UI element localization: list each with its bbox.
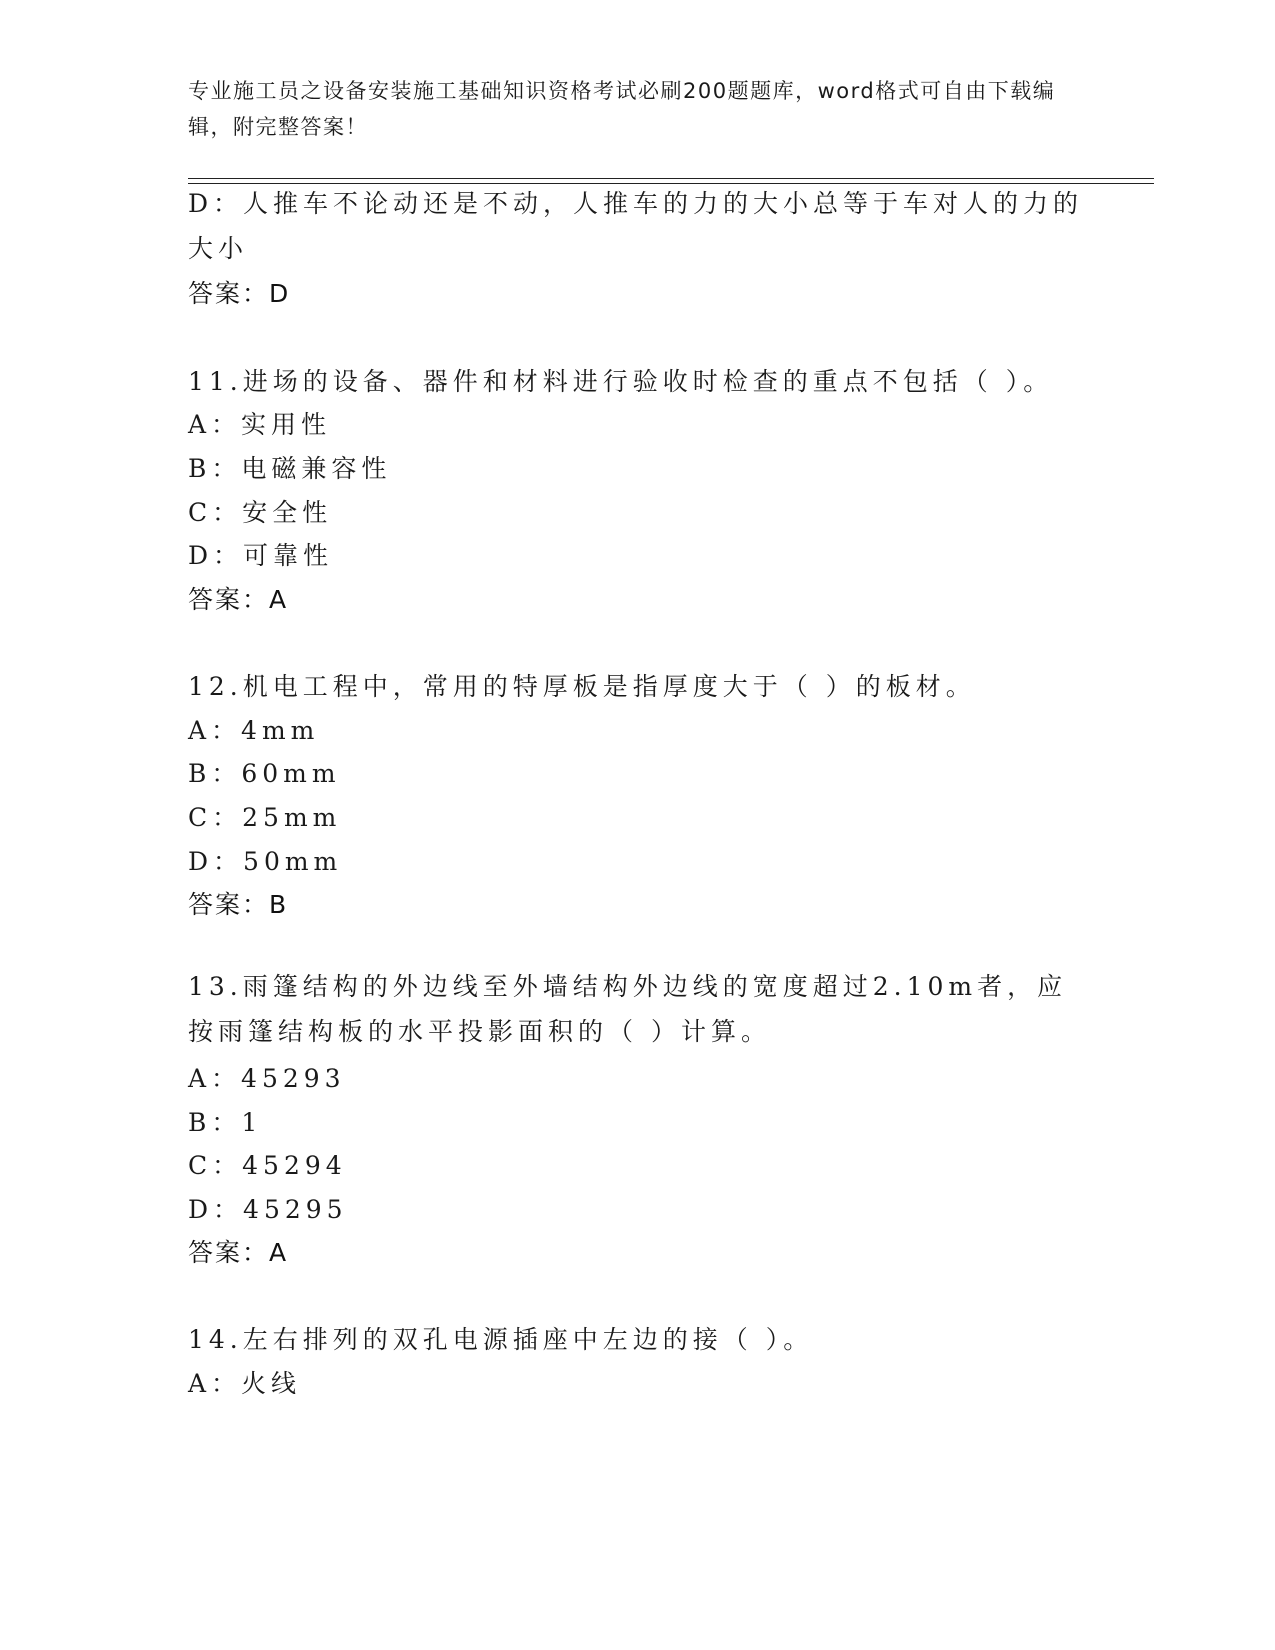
q11-option-b: B：电磁兼容性	[188, 454, 392, 483]
header-divider-top	[188, 178, 1154, 179]
q10-option-d: D：人推车不论动还是不动，人推车的力的大小总等于车对人的力的大小	[188, 189, 1084, 263]
q12-option-a: A：4mm	[188, 716, 320, 745]
q12-option-b: B：60mm	[188, 759, 341, 788]
q13-option-c: C：45294	[188, 1151, 347, 1180]
q13-answer: 答案：A	[188, 1238, 289, 1267]
q12-answer: 答案：B	[188, 890, 289, 919]
q11-option-c: C：安全性	[188, 498, 333, 527]
q14-option-a: A：火线	[188, 1369, 302, 1398]
q12-question: 12.机电工程中，常用的特厚板是指厚度大于（ ）的板材。	[188, 672, 976, 701]
q12-option-d: D：50mm	[188, 847, 343, 876]
q14-question: 14.左右排列的双孔电源插座中左边的接（ ）。	[188, 1325, 814, 1354]
q10-answer: 答案：D	[188, 279, 291, 308]
q13-option-d: D：45295	[188, 1195, 348, 1224]
document-header: 专业施工员之设备安装施工基础知识资格考试必刷200题题库，word格式可自由下载编辑，附完整答案！	[188, 79, 1056, 139]
q12-option-c: C：25mm	[188, 803, 342, 832]
q13-option-a: A：45293	[188, 1064, 346, 1093]
q13-question: 13.雨篷结构的外边线至外墙结构外边线的宽度超过2.10m者，应按雨篷结构板的水平投影面积的（ ）计算。	[188, 972, 1068, 1046]
q11-option-d: D：可靠性	[188, 541, 334, 570]
q13-option-b: B：1	[188, 1108, 263, 1137]
q11-answer: 答案：A	[188, 585, 289, 614]
q11-question: 11.进场的设备、器件和材料进行验收时检查的重点不包括（ ）。	[188, 367, 1054, 396]
q11-option-a: A：实用性	[188, 410, 332, 439]
